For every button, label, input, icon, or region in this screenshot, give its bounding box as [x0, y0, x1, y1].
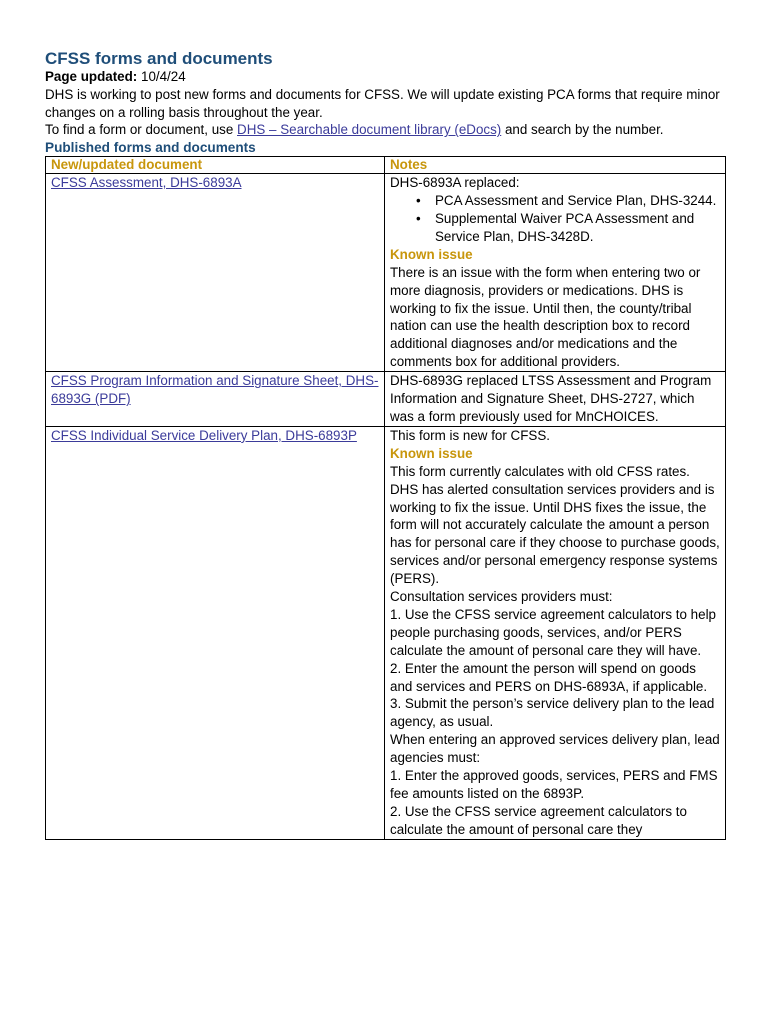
providers-intro: Consultation services providers must:	[390, 589, 613, 605]
known-issue-label: Known issue	[390, 246, 473, 262]
notes-text: DHS-6893G replaced LTSS Assessment and Program Information and Signature Sheet, DHS-2727, which was a form previously used for MnCHOICES.	[390, 373, 712, 424]
table-row	[46, 426, 726, 839]
doc-link-6893p[interactable]: CFSS Individual Service Delivery Plan, DHS-6893P	[51, 427, 357, 443]
known-issue-label: Known issue	[390, 445, 473, 461]
agencies-step: 1. Enter the approved goods, services, PERS and FMS fee amounts listed on the 6893P.	[390, 768, 718, 801]
page-updated	[45, 68, 725, 86]
providers-step: 2. Enter the amount the person will spend on goods and services and PERS on DHS-6893A, if applicable.	[390, 660, 708, 694]
find-suffix: and search by the number.	[501, 122, 664, 138]
list-item: • Supplemental Waiver PCA Assessment and Service Plan, DHS-3428D.	[435, 210, 720, 246]
section-title: Published forms and documents	[45, 140, 256, 156]
table-row	[46, 372, 726, 427]
agencies-step: 2. Use the CFSS service agreement calculators to calculate the amount of personal care they	[390, 803, 687, 837]
table-row	[46, 174, 726, 372]
doc-link-6893g[interactable]: CFSS Program Information and Signature Sheet, DHS-6893G (PDF)	[51, 373, 379, 407]
header-document: New/updated document	[46, 157, 385, 174]
forms-table	[45, 156, 726, 840]
notes-intro: This form is new for CFSS.	[390, 427, 550, 443]
list-item: • PCA Assessment and Service Plan, DHS-3244.	[435, 192, 720, 210]
page-title: CFSS forms and documents	[45, 49, 273, 68]
header-notes: Notes	[385, 157, 726, 174]
notes-cell	[385, 174, 726, 372]
document-cell	[46, 426, 385, 839]
providers-step: 1. Use the CFSS service agreement calculators to help people purchasing goods, services, and/or PERS calculate the amount of personal care they will have.	[390, 606, 716, 658]
find-paragraph	[45, 121, 725, 139]
edocs-link[interactable]: DHS – Searchable document library (eDocs)	[237, 122, 502, 138]
page-updated-label: Page updated:	[45, 69, 138, 84]
replaced-list	[390, 192, 720, 246]
page-updated-value: 10/4/24	[141, 69, 186, 84]
notes-cell	[385, 426, 726, 839]
known-issue-text: There is an issue with the form when entering two or more diagnosis, providers or medications. DHS is working to fix the issue. Until then, the county/tribal nation can use the health description box to record additional diagnoses and/or medications and the comments box for additional providers.	[390, 264, 701, 370]
notes-cell	[385, 372, 726, 427]
document-cell	[46, 174, 385, 372]
agencies-intro: When entering an approved services delivery plan, lead agencies must:	[390, 732, 720, 766]
intro-paragraph: DHS is working to post new forms and documents for CFSS. We will update existing PCA forms that require minor changes on a rolling basis throughout the year.	[45, 86, 720, 120]
document-cell	[46, 372, 385, 427]
table-header-row	[46, 157, 726, 174]
providers-step: 3. Submit the person’s service delivery plan to the lead agency, as usual.	[390, 696, 715, 730]
doc-link-6893a[interactable]: CFSS Assessment, DHS-6893A	[51, 175, 242, 191]
notes-intro: DHS-6893A replaced:	[390, 175, 520, 191]
known-issue-text: This form currently calculates with old CFSS rates. DHS has alerted consultation services providers and is working to fix the issue. Until DHS fixes the issue, the form will not accurately calculate the amount a person has for personal care if they choose to purchase goods, services and/or personal emergency response systems (PERS).	[390, 463, 720, 587]
find-prefix: To find a form or document, use	[45, 122, 238, 138]
